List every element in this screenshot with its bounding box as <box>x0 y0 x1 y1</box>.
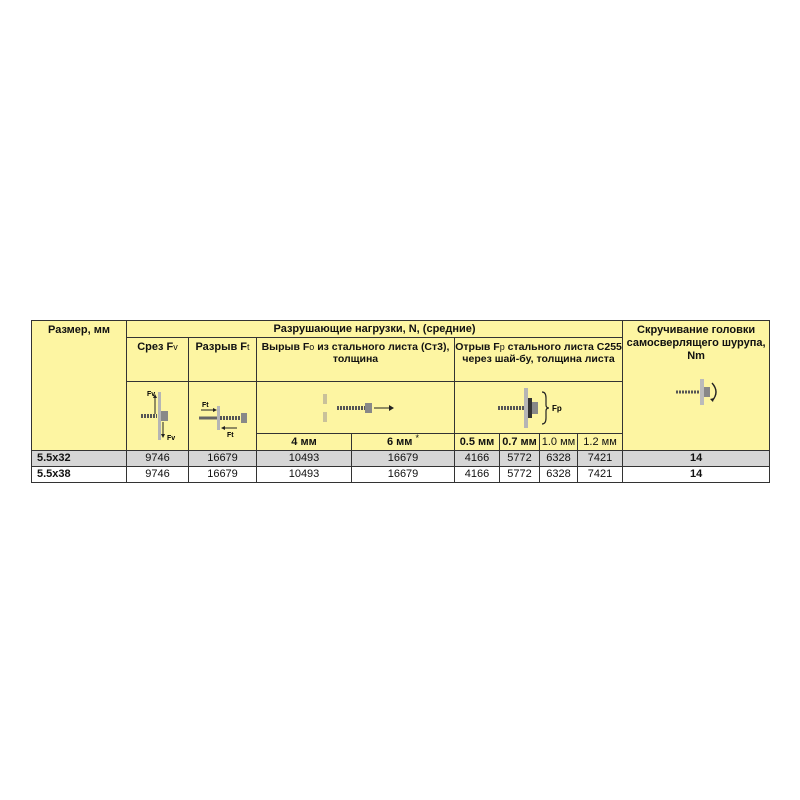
table-row <box>32 467 770 483</box>
torque-cell: 14 <box>623 451 770 467</box>
tension-label: Разрыв F <box>195 341 248 353</box>
pullover-picture <box>455 382 623 434</box>
screw-shear-icon <box>133 388 183 444</box>
pullthrough-label-a: Вырыв F <box>261 341 310 353</box>
shear-cell: 9746 <box>127 467 189 483</box>
tension-sub: t <box>247 342 250 352</box>
thickness-6mm <box>352 434 455 451</box>
torque-label: Скручивание головки самосверлящего шурупа, Nm <box>626 324 766 362</box>
screw-torque-icon <box>666 377 726 407</box>
shear-label: Срез F <box>137 341 174 353</box>
shear-fv-top-label: Fv <box>146 391 155 398</box>
shear-fv-bottom-label: Fv <box>166 435 175 442</box>
pullover-fp-label: Fp <box>551 403 562 413</box>
specs-table <box>31 320 770 483</box>
pullthrough-label-b: из стального листа (Ст3), толщина <box>314 341 450 365</box>
pullthrough-4-cell: 10493 <box>257 467 352 483</box>
size-cell: 5.5х38 <box>32 467 127 483</box>
tension-cell: 16679 <box>189 451 257 467</box>
size-header: Размер, мм <box>32 321 127 451</box>
thickness-4mm: 4 мм <box>257 434 352 451</box>
thickness-12mm: 1.2 мм <box>578 434 623 451</box>
thickness-6mm-label: 6 мм <box>386 435 413 448</box>
screw-tension-icon <box>193 388 253 444</box>
torque-header <box>623 321 770 451</box>
size-cell: 5.5х32 <box>32 451 127 467</box>
screw-pullthrough-icon <box>311 388 401 428</box>
loads-header: Разрушающие нагрузки, N, (средние) <box>127 321 623 338</box>
tension-picture <box>189 382 257 451</box>
pullthrough-6-cell: 16679 <box>352 467 455 483</box>
pullover-07-cell: 5772 <box>500 451 540 467</box>
pullover-header <box>455 338 623 382</box>
shear-picture <box>127 382 189 451</box>
thickness-07mm: 0.7 мм <box>500 434 540 451</box>
table-row <box>32 451 770 467</box>
thickness-05mm: 0.5 мм <box>455 434 500 451</box>
shear-sub: v <box>173 342 178 352</box>
pullover-05-cell: 4166 <box>455 467 500 483</box>
tension-ft-left-label: Ft <box>201 402 209 409</box>
pullover-12-cell: 7421 <box>578 467 623 483</box>
pullover-10-cell: 6328 <box>540 467 578 483</box>
pullover-label-b: стального листа С255 через шай-бу, толщина листа <box>462 341 622 365</box>
pullthrough-4-cell: 10493 <box>257 451 352 467</box>
shear-header <box>127 338 189 382</box>
tension-cell: 16679 <box>189 467 257 483</box>
pullthrough-sub: o <box>309 342 315 352</box>
torque-cell: 14 <box>623 467 770 483</box>
pullover-label-a: Отрыв F <box>455 341 500 353</box>
thickness-6mm-mark: * <box>415 432 420 443</box>
tension-ft-right-label: Ft <box>226 432 234 439</box>
pullthrough-header <box>257 338 455 382</box>
screw-pullover-icon <box>484 386 594 430</box>
pullthrough-6-cell: 16679 <box>352 451 455 467</box>
pullover-10-cell: 6328 <box>540 451 578 467</box>
pullover-05-cell: 4166 <box>455 451 500 467</box>
pullthrough-picture <box>257 382 455 434</box>
pullover-sub: p <box>499 342 505 352</box>
shear-cell: 9746 <box>127 451 189 467</box>
pullover-12-cell: 7421 <box>578 451 623 467</box>
tension-header <box>189 338 257 382</box>
pullover-07-cell: 5772 <box>500 467 540 483</box>
thickness-10mm: 1.0 мм <box>540 434 578 451</box>
